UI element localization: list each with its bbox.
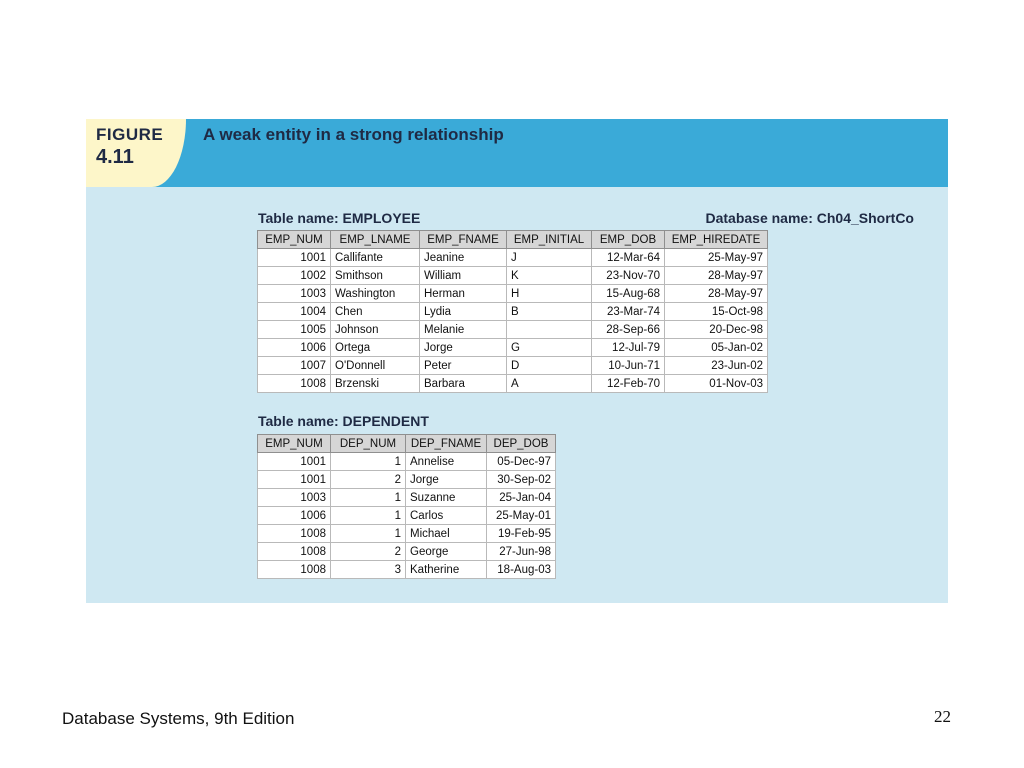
table-cell: George	[406, 543, 487, 561]
table-cell: 25-Jan-04	[487, 489, 556, 507]
footer-page-number: 22	[934, 707, 951, 726]
table-cell: 25-May-01	[487, 507, 556, 525]
table-cell: 1	[331, 507, 406, 525]
table-row	[258, 543, 556, 561]
table-cell: Suzanne	[406, 489, 487, 507]
table-cell: Melanie	[420, 321, 507, 339]
table-cell: 18-Aug-03	[487, 561, 556, 579]
table-cell: 1001	[258, 471, 331, 489]
table-cell: 1002	[258, 267, 331, 285]
table-cell: 1008	[258, 543, 331, 561]
table-cell	[507, 321, 592, 339]
employee-table-name: Table name: EMPLOYEE	[258, 210, 421, 226]
table-row	[258, 285, 768, 303]
table-cell: 19-Feb-95	[487, 525, 556, 543]
table-row	[258, 489, 556, 507]
table-cell: 1	[331, 525, 406, 543]
table-cell: Herman	[420, 285, 507, 303]
table-cell: 23-Jun-02	[665, 357, 768, 375]
table-cell: Jorge	[420, 339, 507, 357]
table-cell: 1006	[258, 339, 331, 357]
column-header: EMP_INITIAL	[507, 231, 592, 249]
table-cell: Barbara	[420, 375, 507, 393]
table-row	[258, 303, 768, 321]
table-row	[258, 561, 556, 579]
table-cell: Katherine	[406, 561, 487, 579]
column-header: EMP_FNAME	[420, 231, 507, 249]
figure-label-badge	[86, 119, 186, 187]
table-cell: 3	[331, 561, 406, 579]
table-row	[258, 357, 768, 375]
table-cell: 23-Mar-74	[592, 303, 665, 321]
table-row	[258, 339, 768, 357]
table-cell: 12-Mar-64	[592, 249, 665, 267]
table-cell: Ortega	[331, 339, 420, 357]
dependent-table-name: Table name: DEPENDENT	[258, 413, 429, 429]
table-cell: 1003	[258, 285, 331, 303]
table-cell: 23-Nov-70	[592, 267, 665, 285]
table-cell: 15-Aug-68	[592, 285, 665, 303]
column-header: EMP_LNAME	[331, 231, 420, 249]
table-cell: Chen	[331, 303, 420, 321]
column-header: DEP_FNAME	[406, 435, 487, 453]
employee-table-body	[258, 249, 768, 393]
column-header: EMP_NUM	[258, 435, 331, 453]
table-row	[258, 321, 768, 339]
column-header: DEP_NUM	[331, 435, 406, 453]
table-cell: 15-Oct-98	[665, 303, 768, 321]
table-cell: Brzenski	[331, 375, 420, 393]
table-cell: Washington	[331, 285, 420, 303]
table-cell: 1008	[258, 525, 331, 543]
dependent-table	[257, 434, 556, 579]
table-cell: 1003	[258, 489, 331, 507]
table-cell: Peter	[420, 357, 507, 375]
figure-panel	[86, 119, 948, 603]
table-cell: 1008	[258, 375, 331, 393]
table-cell: 12-Jul-79	[592, 339, 665, 357]
table-row	[258, 471, 556, 489]
footer-book-title: Database Systems, 9th Edition	[62, 709, 295, 728]
table-cell: 01-Nov-03	[665, 375, 768, 393]
table-cell: Jeanine	[420, 249, 507, 267]
dependent-header-row	[258, 435, 556, 453]
table-cell: 05-Dec-97	[487, 453, 556, 471]
table-cell: 1001	[258, 249, 331, 267]
table-cell: William	[420, 267, 507, 285]
column-header: EMP_HIREDATE	[665, 231, 768, 249]
table-cell: G	[507, 339, 592, 357]
table-cell: H	[507, 285, 592, 303]
table-cell: 12-Feb-70	[592, 375, 665, 393]
table-cell: 25-May-97	[665, 249, 768, 267]
figure-label-word: FIGURE	[96, 125, 164, 144]
table-cell: 10-Jun-71	[592, 357, 665, 375]
figure-title: A weak entity in a strong relationship	[203, 125, 504, 144]
table-cell: 1006	[258, 507, 331, 525]
table-cell: 28-Sep-66	[592, 321, 665, 339]
table-cell: 1004	[258, 303, 331, 321]
table-row	[258, 375, 768, 393]
table-cell: Smithson	[331, 267, 420, 285]
column-header: EMP_DOB	[592, 231, 665, 249]
table-cell: O'Donnell	[331, 357, 420, 375]
employee-header-row	[258, 231, 768, 249]
table-row	[258, 525, 556, 543]
table-cell: Annelise	[406, 453, 487, 471]
table-cell: 1008	[258, 561, 331, 579]
table-cell: J	[507, 249, 592, 267]
table-cell: Carlos	[406, 507, 487, 525]
table-cell: Callifante	[331, 249, 420, 267]
table-row	[258, 249, 768, 267]
dependent-table-body	[258, 453, 556, 579]
employee-table	[257, 230, 768, 393]
table-row	[258, 453, 556, 471]
table-cell: 2	[331, 471, 406, 489]
table-cell: K	[507, 267, 592, 285]
table-cell: 1005	[258, 321, 331, 339]
table-cell: 05-Jan-02	[665, 339, 768, 357]
table-cell: 2	[331, 543, 406, 561]
table-cell: 1	[331, 453, 406, 471]
table-cell: 1007	[258, 357, 331, 375]
figure-number: 4.11	[96, 146, 134, 168]
figure-header	[86, 119, 948, 187]
table-cell: B	[507, 303, 592, 321]
table-cell: Michael	[406, 525, 487, 543]
table-cell: Johnson	[331, 321, 420, 339]
table-cell: Jorge	[406, 471, 487, 489]
table-row	[258, 507, 556, 525]
table-cell: A	[507, 375, 592, 393]
table-row	[258, 267, 768, 285]
table-cell: 28-May-97	[665, 267, 768, 285]
table-cell: 1001	[258, 453, 331, 471]
table-cell: 1	[331, 489, 406, 507]
table-cell: 20-Dec-98	[665, 321, 768, 339]
database-name: Database name: Ch04_ShortCo	[705, 210, 914, 226]
column-header: EMP_NUM	[258, 231, 331, 249]
table-cell: Lydia	[420, 303, 507, 321]
table-cell: 27-Jun-98	[487, 543, 556, 561]
table-cell: 30-Sep-02	[487, 471, 556, 489]
table-cell: D	[507, 357, 592, 375]
table-cell: 28-May-97	[665, 285, 768, 303]
column-header: DEP_DOB	[487, 435, 556, 453]
